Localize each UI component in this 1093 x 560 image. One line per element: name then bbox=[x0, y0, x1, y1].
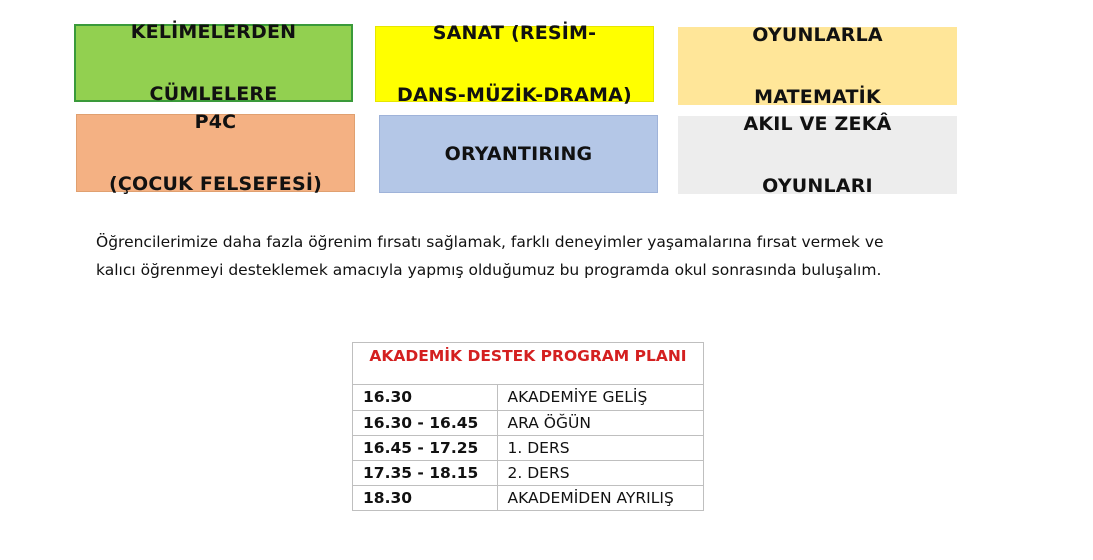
card-line: OYUNLARI bbox=[762, 174, 873, 197]
table-row bbox=[353, 410, 703, 435]
row-time: 18.30 bbox=[353, 485, 497, 510]
card-sanat bbox=[375, 21, 654, 106]
table-row bbox=[353, 385, 703, 410]
plan-rows bbox=[353, 385, 703, 510]
paragraph-line-1: Öğrencilerimize daha fazla öğrenim fırsatı sağlamak, farklı deneyimler yaşamalarına fırsat vermek ve bbox=[96, 233, 884, 251]
card-line: AKIL VE ZEKÂ bbox=[743, 112, 892, 135]
intro-paragraph bbox=[96, 228, 996, 284]
card-line: P4C bbox=[194, 110, 237, 133]
paragraph-line-2: kalıcı öğrenmeyi desteklemek amacıyla yapmış olduğumuz bu programda okul sonrasında buluşalım. bbox=[96, 261, 882, 279]
table-row bbox=[353, 485, 703, 510]
card-line: (ÇOCUK FELSEFESİ) bbox=[108, 172, 322, 195]
card-line: KELİMELERDEN bbox=[130, 20, 297, 43]
row-time: 16.30 - 16.45 bbox=[353, 410, 497, 435]
row-activity: 1. DERS bbox=[497, 435, 703, 460]
row-activity: 2. DERS bbox=[497, 460, 703, 485]
row-activity: ARA ÖĞÜN bbox=[497, 410, 703, 435]
card-line: OYUNLARLA bbox=[752, 23, 883, 46]
program-plan-table bbox=[352, 342, 704, 511]
card-line: CÜMLELERE bbox=[149, 82, 278, 105]
plan-title: AKADEMİK DESTEK PROGRAM PLANI bbox=[353, 343, 703, 385]
card-oryantiring bbox=[379, 115, 658, 193]
row-time: 16.45 - 17.25 bbox=[353, 435, 497, 460]
card-line: ORYANTIRING bbox=[444, 142, 593, 165]
row-activity: AKADEMİDEN AYRILIŞ bbox=[497, 485, 703, 510]
card-line: SANAT (RESİM- bbox=[432, 21, 597, 44]
table-row bbox=[353, 435, 703, 460]
table-row bbox=[353, 460, 703, 485]
row-activity: AKADEMİYE GELİŞ bbox=[507, 388, 648, 407]
row-time: 16.30 bbox=[353, 385, 497, 410]
card-p4c bbox=[76, 110, 355, 195]
card-line: DANS-MÜZİK-DRAMA) bbox=[397, 83, 632, 106]
card-akil-zeka bbox=[678, 112, 957, 197]
card-line: MATEMATİK bbox=[754, 85, 881, 108]
row-time: 17.35 - 18.15 bbox=[353, 460, 497, 485]
